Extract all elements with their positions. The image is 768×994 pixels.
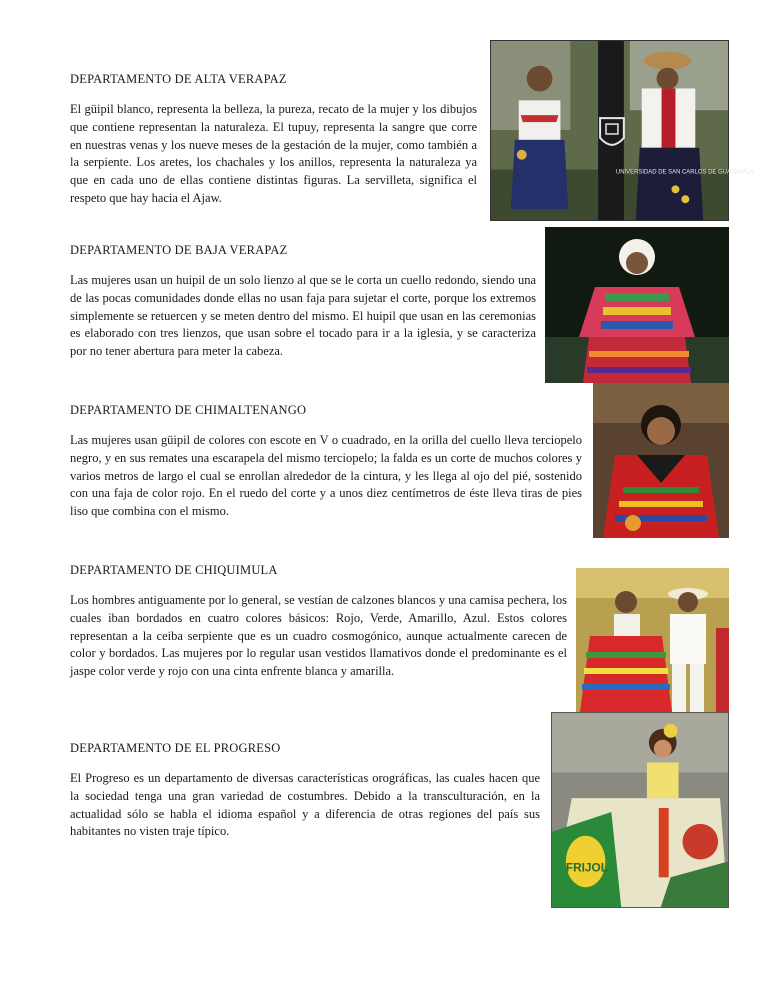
photo-alta-verapaz <box>490 40 755 221</box>
text-baja-verapaz: Las mujeres usan un huipil de un solo lienzo al que se le corta un cuello redondo, siendo una de las pocas comunidades donde ellas no usan faja para sujetar el corte, porque los extremos simplemente se retuercen y se meten dentro del mismo. El huipil que usan en las ceremonias es elaborado con tres lienzos, que usan sobre el tocado para ir a la iglesia, y se caracteriza por no tener abertura para meter la cabeza. <box>70 273 536 359</box>
text-chimaltenango: Las mujeres usan güipil de colores con escote en V o cuadrado, en la orilla del cuello lleva terciopelo negro, y en sus remates una escarapela del mismo terciopelo; la falda es un corte de muchos colores y varios metros de largo el cual se enrollan alrededor de la cintura, y les llega al ojo del pié, sostenido con una faja de color rojo. En el ruedo del corte y a unos diez centímetros de éste lleva tiras de pies liso que combina con el mismo. <box>70 433 582 519</box>
photo-chimaltenango <box>593 383 729 538</box>
photo-sign-text: FRIJOL <box>565 860 608 875</box>
text-el-progreso: El Progreso es un departamento de diversas características orográficas, las cuales hacen que la sociedad tenga una gran variedad de costumbres. Debido a la transculturación, en la actualidad sólo se habla el idioma español y a diferencia de otras regiones del país sus habitantes no visten traje típico. <box>70 771 540 839</box>
text-chiquimula: Los hombres antiguamente por lo general, se vestían de calzones blancos y una camisa pechera, los cuales iban bordados en cuatro colores básicos: Rojo, Verde, Amarillo, Azul. Estos colores representan a la ceiba serpiente que es un cuadro cosmogónico, aunque actualmente carecen de color y bordados. Las mujeres por lo regular usan vestidos llamativos donde el predominante es el jaspe color verde y rojo con una cinta enfrente blanca y amarilla. <box>70 593 567 679</box>
section-chiquimula <box>70 563 567 681</box>
heading-chiquimula: DEPARTAMENTO DE CHIQUIMULA <box>70 563 278 577</box>
heading-el-progreso: DEPARTAMENTO DE EL PROGRESO <box>70 741 281 755</box>
heading-alta-verapaz: DEPARTAMENTO DE ALTA VERAPAZ <box>70 72 287 86</box>
section-el-progreso <box>70 741 540 841</box>
text-alta-verapaz: El güipil blanco, representa la belleza, la pureza, recato de la mujer y los dibujos que contiene representan la naturaleza. El tupuy, representa la sangre que corre en nuestras venas y los nueve meses de la gestación de la mujer, como también a la serpiente. Los aretes, los chachales y los anillos, representa la naturaleza ya que en cada uno de ellas contiene distintas figuras. La servilleta, significa el respeto que hay hacia el Ajaw. <box>70 102 477 205</box>
photo-chiquimula <box>576 568 729 712</box>
section-alta-verapaz <box>70 72 477 208</box>
photo-logo-text: UNIVERSIDAD DE SAN CARLOS DE GUATEMALA <box>615 169 755 176</box>
section-baja-verapaz <box>70 243 536 361</box>
heading-chimaltenango: DEPARTAMENTO DE CHIMALTENANGO <box>70 403 307 417</box>
photo-el-progreso <box>551 712 729 908</box>
heading-baja-verapaz: DEPARTAMENTO DE BAJA VERAPAZ <box>70 243 288 257</box>
section-chimaltenango <box>70 403 582 521</box>
photo-baja-verapaz <box>545 227 729 383</box>
